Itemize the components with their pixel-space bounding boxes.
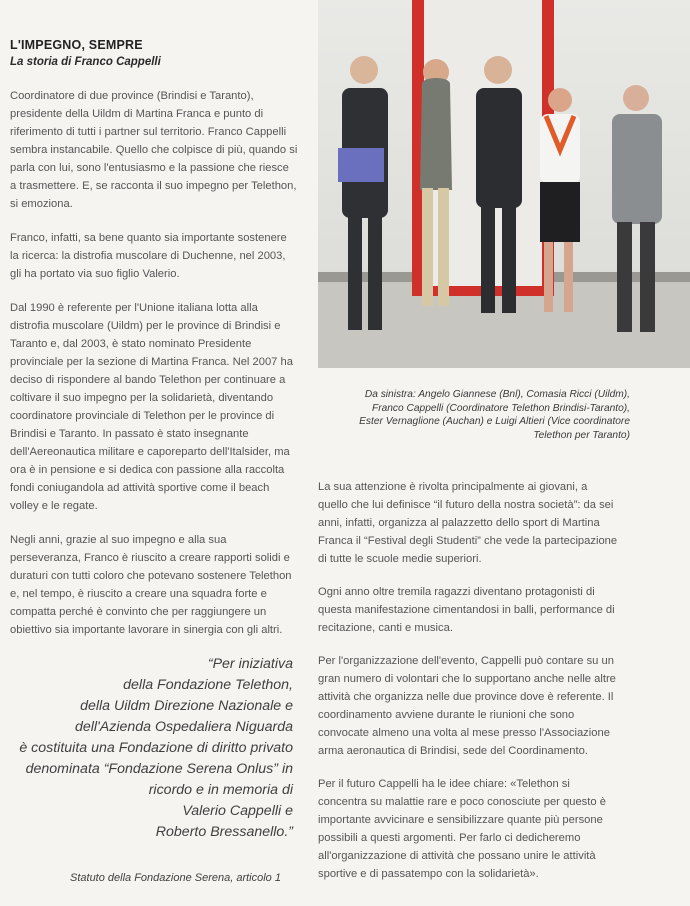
right-column: [318, 478, 620, 883]
pull-quote: [0, 654, 293, 843]
quote-line: dell'Azienda Ospedaliera Niguarda: [74, 719, 293, 735]
quote-line: della Fondazione Telethon,: [123, 677, 293, 693]
quote-line: denominata “Fondazione Serena Onlus” in: [25, 761, 293, 777]
right-paragraph: Per il futuro Cappelli ha le idee chiare: «Telethon si concentra su malattie rare e poco conosciute per questo è importante avvicinare e sensibilizzare quante più persone possibili a questi argomenti. Per farlo ci dedicheremo all'organizzazione di attività che possano unire le attività sportive e di passatempo con la solidarietà».: [318, 778, 606, 880]
left-paragraph: Negli anni, grazie al suo impegno e alla sua perseveranza, Franco è riuscito a creare rapporti solidi e duraturi con tutti coloro che potevano sostenere Telethon e, nel tempo, è riuscito a creare una squadra forte e compatta perché è convinto che per raggiungere un obiettivo sia importante lavorare in sinergia con gli altri.: [10, 534, 292, 636]
group-photo: [318, 0, 690, 368]
left-paragraph: Coordinatore di due province (Brindisi e Taranto), presidente della Uildm di Martina Franca e punto di riferimento di tutti i partner sul territorio. Franco Cappelli sembra instancabile. Quello che colpisce di più, quando si parla con lui, sono l'entusiasmo e la passione che riesce a trasmettere. E, se racconta il suo impegno per Telethon, si emoziona.: [10, 90, 298, 210]
photo-caption: [318, 388, 630, 442]
right-paragraph: La sua attenzione è rivolta principalmente ai giovani, a quello che lui definisce “il futuro della nostra società”: da sei anni, infatti, organizza al palazzetto dello sport di Martina Franca il “Festival degli Studenti” che vede la partecipazione di tutte le scuole medie superiori.: [318, 481, 618, 565]
left-column: [10, 38, 298, 639]
quote-line: Valerio Cappelli e: [182, 803, 293, 819]
caption-line: Telethon per Taranto): [533, 429, 630, 441]
group-photo-illustration: [318, 0, 690, 368]
caption-line: Franco Cappelli (Coordinatore Telethon Brindisi-Taranto),: [371, 402, 630, 414]
quote-line: della Uildm Direzione Nazionale e: [80, 698, 293, 714]
left-paragraph: Franco, infatti, sa bene quanto sia importante sostenere la ricerca: la distrofia muscolare di Duchenne, nel 2003, gli ha portato via suo figlio Valerio.: [10, 232, 287, 280]
left-paragraph: Dal 1990 è referente per l'Unione italiana lotta alla distrofia muscolare (Uildm) per le province di Brindisi e Taranto e, dal 2003, è stato nominato Presidente provinciale per la sezione di Martina Franca. Nel 2007 ha deciso di rispondere al bando Telethon per continuare a coltivare il suo impegno per la solidarietà, diventando coordinatore provinciale di Telethon per le province di Brindisi e Taranto. In passato è stato insegnante dell'Aereonautica militare e caporeparto dell'Italsider, ma ora è in pensione e si dedica con passione alla raccolta fondi coniugandola ad attività sportive come il beach volley e le regate.: [10, 302, 293, 512]
quote-source: Statuto della Fondazione Serena, articolo 1: [70, 872, 281, 884]
caption-line: Ester Vernaglione (Auchan) e Luigi Altieri (Vice coordinatore: [359, 416, 630, 427]
caption-line: Da sinistra: Angelo Giannese (Bnl), Comasia Ricci (Uildm),: [364, 389, 630, 400]
quote-line: “Per iniziativa: [207, 656, 293, 672]
quote-line: Roberto Bressanello.”: [155, 824, 293, 840]
quote-line: è costituita una Fondazione di diritto privato: [19, 740, 293, 756]
article-subheading: La storia di Franco Cappelli: [10, 56, 161, 68]
quote-line: ricordo e in memoria di: [148, 782, 293, 798]
article-heading: L'IMPEGNO, SEMPRE: [10, 38, 143, 52]
right-paragraph: Ogni anno oltre tremila ragazzi diventano protagonisti di questa manifestazione cimentandosi in balli, performance di recitazione, canti e musica.: [318, 586, 615, 634]
right-paragraph: Per l'organizzazione dell'evento, Cappelli può contare su un gran numero di volontari che lo supportano anche nelle altre attività che organizza nelle due province dove è referente. Il coordinamento avviene durante le riunioni che sono convocate almeno una volta al mese presso l'Associazione arma aeronautica di Brindisi, sede del Coordinamento.: [318, 655, 616, 757]
